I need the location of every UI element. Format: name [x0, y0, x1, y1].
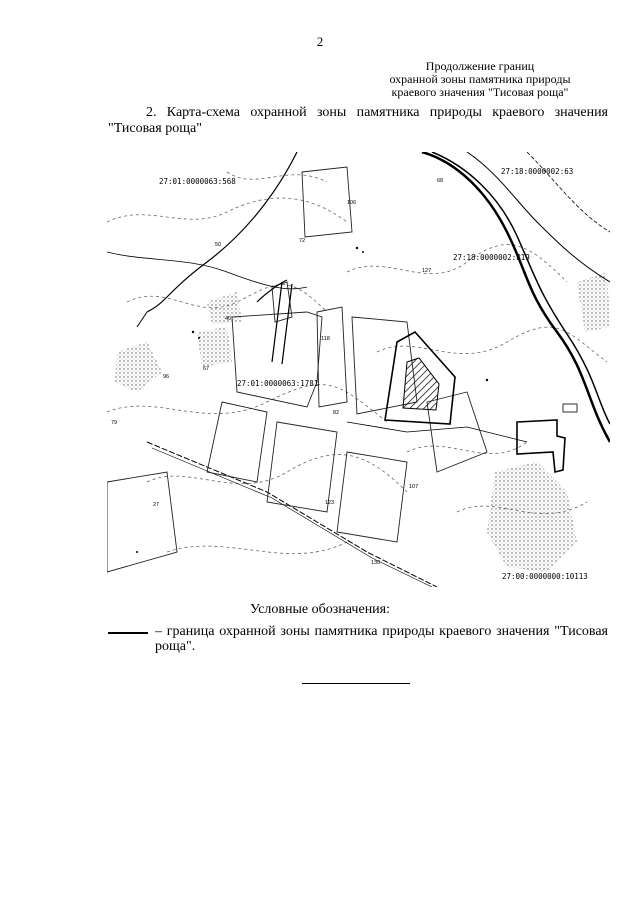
- parcel-number: 127: [422, 268, 432, 274]
- cadastral-label: 27:18:0000002:63: [501, 167, 574, 176]
- header-line: краевого значения "Тисовая роща": [391, 85, 569, 99]
- parcel-number: 79: [111, 420, 118, 426]
- cadastral-label: 27:18:0000002:819: [453, 253, 530, 262]
- vegetation-areas: [115, 272, 610, 572]
- parcel-number: 123: [325, 500, 335, 506]
- parcel-number: 67: [203, 366, 210, 372]
- parcel-number: 68: [437, 178, 444, 184]
- cadastral-label: 27:00:0000000:10113: [502, 572, 588, 581]
- roads: [107, 152, 527, 587]
- continuation-header: [360, 60, 600, 99]
- footer-rule: [302, 683, 410, 684]
- parcel-number: 27: [153, 502, 160, 508]
- parcel-number: 106: [347, 200, 357, 206]
- strip-feature: [257, 280, 292, 364]
- header-line: охранной зоны памятника природы: [389, 72, 571, 86]
- monument-hatched-area: [403, 358, 439, 410]
- map-scheme: [107, 152, 610, 587]
- parcel-number: 96: [163, 374, 170, 380]
- legend-entry-text: – граница охранной зоны памятника природы краевого значения "Тисовая роща".: [155, 624, 608, 654]
- parcel-number: 130: [371, 560, 381, 566]
- section-caption: 2. Карта-схема охранной зоны памятника природы краевого значения "Тисовая роща": [108, 105, 608, 136]
- legend-line-swatch: [108, 632, 148, 634]
- legend-title: Условные обозначения:: [249, 602, 391, 617]
- parcel-number: 40: [225, 316, 232, 322]
- cadastral-label: 27:01:0000063:568: [159, 177, 236, 186]
- cadastral-label: 27:01:0000063:1781: [237, 379, 319, 388]
- parcel-number: 118: [321, 336, 330, 342]
- parcel-number: 50: [215, 242, 222, 248]
- page-number: 2: [316, 34, 324, 49]
- parcel-number: 82: [333, 410, 340, 416]
- parcel-number: 107: [409, 484, 419, 490]
- parcel-number: 72: [299, 238, 306, 244]
- header-line: Продолжение границ: [425, 59, 535, 73]
- parcel-outline: [517, 420, 565, 472]
- parcel-boundaries: [107, 167, 487, 572]
